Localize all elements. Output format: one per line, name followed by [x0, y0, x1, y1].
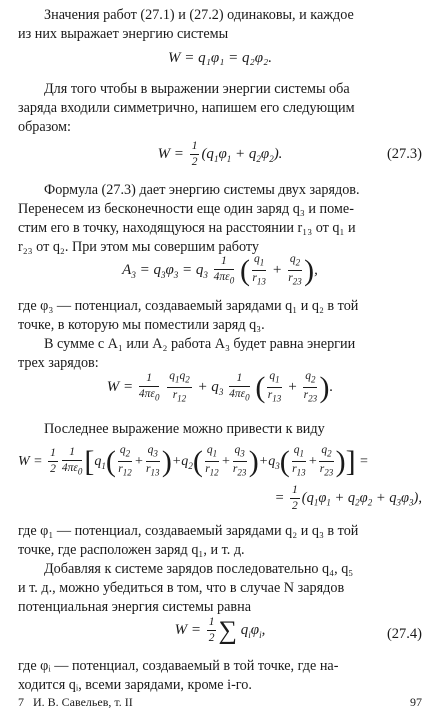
text-line: В сумме с A₁ или A₂ работа A₃ будет равна энергии — [44, 336, 356, 352]
text-line: потенциальная энергия системы равна — [18, 599, 251, 615]
text-line: трех зарядов: — [18, 355, 99, 371]
equation-number: (27.3) — [386, 146, 422, 162]
text-line: заряда входили симметрично, напишем его следующим — [18, 100, 355, 116]
text-line: где φ₃ — потенциал, создаваемый зарядами q₁ и q₂ в той — [18, 298, 359, 314]
equation-27-3: W = $\frac{1}{2}$ $(q_1\varphi_1 + q_2\varphi_2)$. (27.3) — [157, 140, 422, 168]
text-line: Добавляя к системе зарядов последовательно q₄, q₅ — [44, 561, 354, 577]
text-line: образом: — [18, 119, 71, 135]
text-line: и т. д., можно убедиться в том, что в случае N зарядов — [18, 580, 345, 596]
footer-signature: 7 И. В. Савельев, т. II — [18, 695, 133, 709]
text-line: Для того чтобы в выражении энергии системы оба — [44, 81, 350, 97]
text-line: где φ₁ — потенциал, создаваемый зарядами q₂ и q₃ в той — [18, 523, 359, 539]
equation-work-a3: $A_3 = q_3\varphi_3 = q_3$ $\frac{1}{4\pi\varepsilon_0}$ ( $\frac{q_1}{r_{13}}$ + $\frac{q_2}{r_{23}}$ ), — [122, 253, 318, 287]
text-line: Формула (27.3) дает энергию системы двух зарядов. — [44, 182, 360, 198]
equation-three-charges: W = $\frac{1}{4\pi\varepsilon_0}$ $\frac{q_1q_2}{r_{12}}$ + $q_3$ $\frac{1}{4\pi\varepsilon_0}$ ( $\frac{q_1}{r_{13}}$ + $\frac{q_2}{r_{23}}$ ). — [106, 370, 334, 404]
text-line: Значения работ (27.1) и (27.2) одинаковы, и каждое — [44, 7, 354, 23]
text-line: точке, в которую мы поместили заряд q₃. — [18, 317, 265, 333]
equation-symmetric-result: = $\frac{1}{2}$ $(q_1\varphi_1 + q_2\varphi_2 + q_3\varphi_3)$, — [274, 484, 422, 512]
text-line: из них выражает энергию системы — [18, 26, 229, 42]
equation-energy: W = q₁φ₁ = q₂φ₂. — [168, 50, 272, 66]
text-line: r₂₃ от q₂. При этом мы совершим работу — [18, 239, 259, 255]
text-line: Перенесем из бесконечности еще один заряд q₃ и поме- — [18, 201, 354, 217]
equation-number: (27.4) — [386, 626, 422, 642]
text-line: ходится qᵢ, всеми зарядами, кроме i-го. — [18, 677, 252, 693]
text-line: стим его в точку, находящуюся на расстоянии r₁₃ от q₁ и — [18, 220, 356, 236]
text-line: где φᵢ — потенциал, создаваемый в той точке, где на- — [18, 658, 339, 674]
text-line: Последнее выражение можно привести к виду — [44, 421, 325, 437]
equation-symmetric-long: W = $\frac{1}{2}$ $\frac{1}{4\pi\varepsilon_0}$ [$q_1$( $\frac{q_2}{r_{12}}$ + $\frac{q_3}{r_{13}}$ )$+q_2$( $\frac{q_1}{r_{12}}$ + $\frac{q_3}{r_{23}}$ )$+q_3$( $\frac{q_1}{r_{13}}$ + $\frac{q_2}{r_{23}}$ )] = — [18, 444, 369, 478]
page-footer — [18, 695, 422, 710]
text-line: точке, где расположен заряд q₁, и т. д. — [18, 542, 245, 558]
equation-27-4: W = $\frac{1}{2}$ ∑ $q_i\varphi_i$, (27.4) — [174, 615, 422, 645]
page-number: 97 — [410, 695, 422, 709]
